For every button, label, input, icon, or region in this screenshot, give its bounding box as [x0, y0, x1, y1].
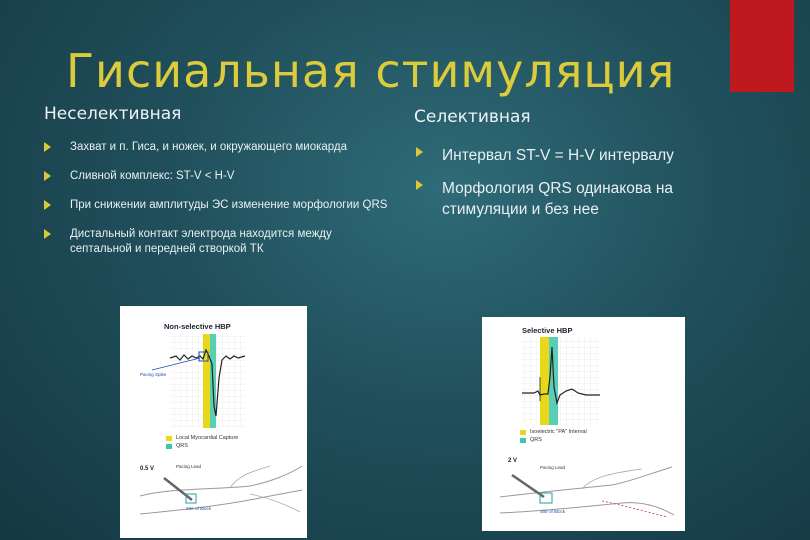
legend-swatch-teal — [520, 438, 526, 443]
slide-title: Гисиальная стимуляция — [66, 44, 676, 98]
corner-accent-block — [730, 0, 794, 92]
legend-swatch-yellow — [166, 436, 172, 441]
pacing-lead-label: Pacing Lead — [540, 465, 566, 470]
list-item: Морфология QRS одинакова на стимуляции и без нее — [416, 178, 706, 220]
non-selective-bullet-list — [44, 140, 389, 271]
bullet-arrow-icon — [416, 180, 423, 190]
pacing-spike-label: Pacing Spike — [140, 372, 167, 377]
list-item: Интервал ST-V = H-V интервалу — [416, 145, 706, 166]
legend-swatch-teal — [166, 444, 172, 449]
figure-title: Selective HBP — [522, 326, 573, 335]
bullet-arrow-icon — [416, 147, 423, 157]
bullet-arrow-icon — [44, 171, 51, 181]
voltage-label: 0.5 V — [140, 466, 155, 472]
ecg-trace-nonselective — [120, 306, 307, 538]
legend — [166, 434, 238, 450]
bullet-arrow-icon — [44, 142, 51, 152]
figure-title: Non-selective HBP — [164, 322, 231, 331]
site-of-block-label: Site of Block — [186, 506, 212, 511]
non-selective-figure — [120, 306, 307, 538]
list-item: При снижении амплитуды ЭС изменение морфологии QRS — [44, 198, 389, 213]
list-item: Захват и п. Гиса, и ножек, и окружающего миокарда — [44, 140, 389, 155]
selective-figure — [482, 317, 685, 531]
non-selective-heading: Неселективная — [44, 104, 182, 124]
legend-item: QRS — [166, 442, 238, 450]
ecg-trace-selective — [482, 317, 685, 531]
pacing-lead-label: Pacing Lead — [176, 464, 202, 469]
legend-item: Isoelectric "PA" Interval — [520, 428, 587, 436]
legend-swatch-yellow — [520, 430, 526, 435]
legend — [520, 428, 587, 444]
selective-heading: Селективная — [414, 107, 531, 127]
list-item: Сливной комплекс: ST-V < H-V — [44, 169, 389, 184]
selective-bullet-list — [416, 145, 706, 232]
bullet-arrow-icon — [44, 200, 51, 210]
voltage-label: 2 V — [508, 458, 518, 464]
list-item: Дистальный контакт электрода находится между септальной и передней створкой ТК — [44, 227, 389, 257]
legend-item: Local Myocardial Capture — [166, 434, 238, 442]
bullet-arrow-icon — [44, 229, 51, 239]
legend-item: QRS — [520, 436, 587, 444]
site-of-block-label: Site of Block — [540, 509, 566, 514]
